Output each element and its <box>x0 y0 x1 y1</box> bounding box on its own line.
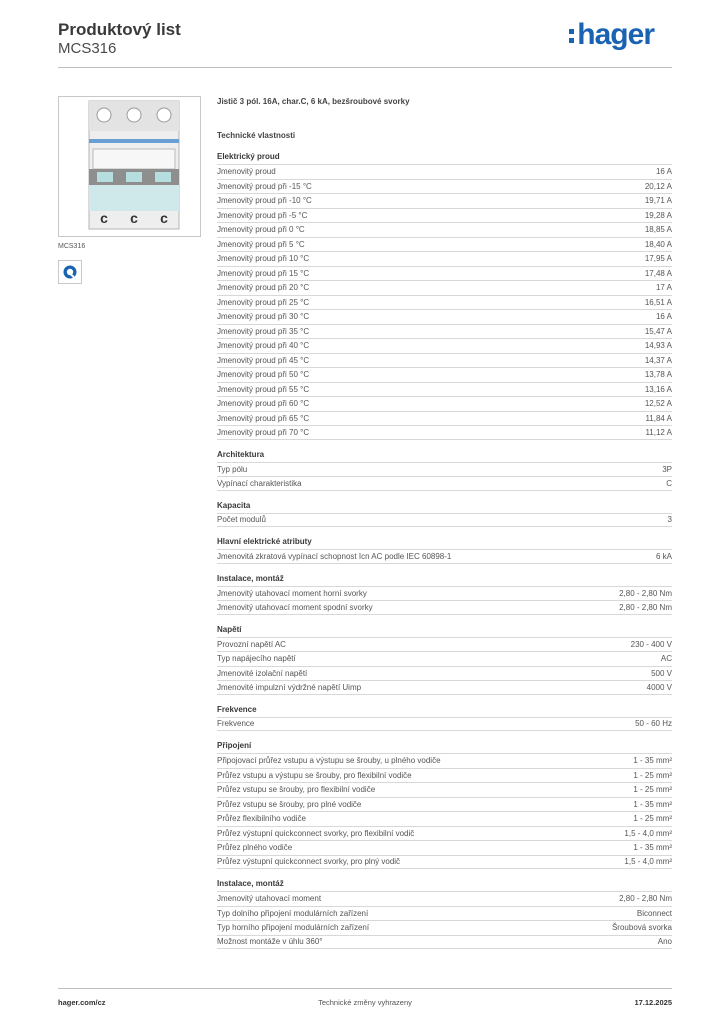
spec-label: Možnost montáže v úhlu 360° <box>217 937 323 947</box>
disclaimer-text: Technické změny vyhrazeny <box>318 998 412 1007</box>
header-divider <box>58 67 672 68</box>
spec-label: Jmenovitý proud při 30 °C <box>217 312 310 322</box>
spec-value: 6 kA <box>655 551 672 561</box>
spec-value: 11,84 A <box>645 413 672 423</box>
spec-value: 18,85 A <box>644 225 672 235</box>
logo-dots-icon <box>569 29 574 43</box>
spec-row <box>217 651 672 666</box>
spec-value: 1 - 25 mm² <box>633 770 672 780</box>
spec-label: Jmenovité impulzní výdržné napětí Uimp <box>217 682 362 692</box>
spec-label: Typ dolního připojení modulárních zařízení <box>217 908 369 918</box>
spec-value: 14,37 A <box>644 355 672 365</box>
spec-row <box>217 222 672 237</box>
spec-row <box>217 338 672 353</box>
spec-value: 16 A <box>655 167 672 177</box>
spec-row <box>217 476 672 491</box>
spec-row <box>217 666 672 681</box>
spec-value: 17,95 A <box>644 254 672 264</box>
spec-label: Jmenovitý proud <box>217 167 276 177</box>
spec-section <box>217 878 672 949</box>
section-title: Kapacita <box>217 500 251 510</box>
spec-value: 14,93 A <box>644 341 672 351</box>
spec-value: 1 - 25 mm² <box>633 814 672 824</box>
spec-row <box>217 324 672 339</box>
spec-value: 12,52 A <box>644 399 672 409</box>
section-title: Architektura <box>217 449 265 459</box>
spec-value: 1 - 35 mm² <box>633 843 672 853</box>
spec-row <box>217 462 672 477</box>
spec-label: Jmenovitý proud při 45 °C <box>217 355 310 365</box>
spec-row <box>217 600 672 615</box>
spec-value: 1,5 - 4,0 mm² <box>624 857 672 867</box>
spec-row <box>217 935 672 950</box>
spec-row <box>217 768 672 783</box>
spec-table <box>217 637 672 695</box>
spec-table <box>217 549 672 564</box>
technical-properties-title: Technické vlastnosti <box>217 131 296 140</box>
section-title: Elektrický proud <box>217 152 280 161</box>
spec-value: 19,71 A <box>644 196 672 206</box>
product-image <box>58 96 201 237</box>
spec-label: Průřez výstupní quickconnect svorky, pro plný vodič <box>217 857 401 867</box>
spec-label: Průřez výstupní quickconnect svorky, pro flexibilní vodič <box>217 828 415 838</box>
spec-value: 4000 V <box>646 682 672 692</box>
spec-label: Průřez plného vodiče <box>217 843 293 853</box>
spec-label: Jmenovitý utahovací moment spodní svorky <box>217 602 373 612</box>
website-link[interactable]: hager.com/cz <box>58 998 106 1007</box>
spec-value: 13,16 A <box>644 384 672 394</box>
spec-row <box>217 826 672 841</box>
spec-section <box>217 151 672 440</box>
spec-table <box>217 753 672 869</box>
product-image-panel <box>58 96 201 284</box>
spec-value: 11,12 A <box>645 427 672 437</box>
product-code: MCS316 <box>58 40 117 57</box>
spec-value: C <box>666 478 672 488</box>
spec-label: Připojovací průřez vstupu a výstupu se šrouby, u plného vodiče <box>217 756 441 766</box>
spec-row <box>217 382 672 397</box>
footer-divider <box>58 988 672 989</box>
spec-label: Jmenovitý proud při -10 °C <box>217 196 312 206</box>
spec-value: 3P <box>662 464 672 474</box>
section-title: Hlavní elektrické atributy <box>217 537 312 546</box>
spec-value: Šroubová svorka <box>611 923 672 933</box>
spec-value: 50 - 60 Hz <box>635 719 672 729</box>
page-title: Produktový list <box>58 20 181 39</box>
svg-text:c: c <box>100 210 108 226</box>
spec-row <box>217 906 672 921</box>
section-title: Připojení <box>217 741 252 750</box>
spec-label: Jmenovitý utahovací moment horní svorky <box>217 588 367 598</box>
spec-value: 16,51 A <box>644 297 672 307</box>
spec-label: Jmenovitý proud při 60 °C <box>217 399 310 409</box>
spec-label: Vypínací charakteristika <box>217 478 302 488</box>
spec-row <box>217 920 672 935</box>
section-title: Frekvence <box>217 704 257 714</box>
circuit-breaker-image <box>59 97 200 236</box>
spec-section <box>217 624 672 695</box>
spec-row <box>217 855 672 870</box>
spec-section <box>217 536 672 564</box>
spec-row <box>217 164 672 179</box>
svg-text:c: c <box>160 210 168 226</box>
spec-row <box>217 280 672 295</box>
svg-text:c: c <box>130 210 138 226</box>
spec-row <box>217 309 672 324</box>
spec-label: Počet modulů <box>217 515 266 525</box>
page-header <box>58 20 672 68</box>
spec-label: Průřez vstupu se šrouby, pro plné vodiče <box>217 799 362 809</box>
spec-label: Jmenovitý proud při -15 °C <box>217 181 312 191</box>
spec-row <box>217 753 672 768</box>
spec-label: Typ horního připojení modulárních zařízení <box>217 923 370 933</box>
spec-value: 18,40 A <box>644 239 672 249</box>
spec-value: 1 - 25 mm² <box>633 785 672 795</box>
spec-table <box>217 586 672 615</box>
spec-value: 1,5 - 4,0 mm² <box>624 828 672 838</box>
spec-table <box>217 164 672 440</box>
spec-row <box>217 811 672 826</box>
section-title: Instalace, montáž <box>217 879 284 888</box>
spec-label: Jmenovitý utahovací moment <box>217 894 322 904</box>
spec-label: Typ pólu <box>217 464 248 474</box>
spec-label: Jmenovitý proud při 70 °C <box>217 427 310 437</box>
certification-badge-icon <box>58 260 82 284</box>
spec-label: Průřez vstupu se šrouby, pro flexibilní vodiče <box>217 785 376 795</box>
spec-row <box>217 396 672 411</box>
spec-row <box>217 425 672 440</box>
spec-label: Průřez vstupu a výstupu se šrouby, pro flexibilní vodiče <box>217 770 412 780</box>
spec-row <box>217 367 672 382</box>
spec-row <box>217 193 672 208</box>
spec-label: Jmenovitý proud při 50 °C <box>217 370 310 380</box>
spec-label: Jmenovitý proud při 10 °C <box>217 254 310 264</box>
spec-label: Jmenovitý proud při 65 °C <box>217 413 310 423</box>
spec-label: Jmenovitý proud při 25 °C <box>217 297 310 307</box>
spec-section <box>217 449 672 491</box>
spec-value: Biconnect <box>636 908 672 918</box>
spec-label: Jmenovitý proud při -5 °C <box>217 210 308 220</box>
spec-row <box>217 295 672 310</box>
spec-label: Jmenovitý proud při 55 °C <box>217 384 310 394</box>
spec-row <box>217 513 672 528</box>
spec-sections <box>217 151 672 949</box>
spec-label: Jmenovitý proud při 0 °C <box>217 225 305 235</box>
spec-value: 2,80 - 2,80 Nm <box>619 602 672 612</box>
spec-value: 1 - 35 mm² <box>633 756 672 766</box>
spec-value: 3 <box>667 515 672 525</box>
spec-label: Jmenovitý proud při 5 °C <box>217 239 305 249</box>
spec-table <box>217 891 672 949</box>
spec-table <box>217 717 672 732</box>
spec-label: Průřez flexibilního vodiče <box>217 814 306 824</box>
spec-section <box>217 573 672 615</box>
spec-value: 2,80 - 2,80 Nm <box>619 588 672 598</box>
spec-row <box>217 266 672 281</box>
spec-table <box>217 462 672 491</box>
spec-value: Ano <box>657 937 672 947</box>
spec-row <box>217 840 672 855</box>
spec-value: 500 V <box>651 668 672 678</box>
section-title: Napětí <box>217 624 242 634</box>
spec-row <box>217 637 672 652</box>
product-description: Jistič 3 pól. 16A, char.C, 6 kA, bezšroubové svorky <box>217 97 410 106</box>
spec-value: 20,12 A <box>644 181 672 191</box>
spec-value: AC <box>660 654 672 664</box>
spec-row <box>217 586 672 601</box>
spec-row <box>217 179 672 194</box>
spec-label: Frekvence <box>217 719 255 729</box>
spec-value: 13,78 A <box>644 370 672 380</box>
spec-row <box>217 891 672 906</box>
spec-label: Jmenovitý proud při 15 °C <box>217 268 310 278</box>
document-date: 17.12.2025 <box>634 998 672 1007</box>
spec-value: 17 A <box>655 283 672 293</box>
spec-label: Jmenovité izolační napětí <box>217 668 308 678</box>
spec-section <box>217 740 672 869</box>
spec-label: Jmenovitá zkratová vypínací schopnost Icn AC podle IEC 60898-1 <box>217 551 452 561</box>
spec-row <box>217 251 672 266</box>
product-image-caption: MCS316 <box>58 243 86 250</box>
spec-value: 16 A <box>655 312 672 322</box>
spec-value: 19,28 A <box>644 210 672 220</box>
spec-table <box>217 513 672 528</box>
spec-row <box>217 411 672 426</box>
spec-row <box>217 782 672 797</box>
spec-label: Jmenovitý proud při 20 °C <box>217 283 310 293</box>
spec-row <box>217 208 672 223</box>
spec-row <box>217 680 672 695</box>
spec-value: 1 - 35 mm² <box>633 799 672 809</box>
spec-value: 15,47 A <box>644 326 672 336</box>
hager-logo <box>569 20 654 50</box>
spec-label: Provozní napětí AC <box>217 639 286 649</box>
spec-row <box>217 549 672 564</box>
specifications <box>217 96 672 949</box>
spec-row <box>217 237 672 252</box>
spec-label: Jmenovitý proud při 35 °C <box>217 326 310 336</box>
section-title: Instalace, montáž <box>217 573 284 583</box>
logo-text: hager <box>577 18 654 51</box>
spec-row <box>217 717 672 732</box>
spec-label: Typ napájecího napětí <box>217 654 296 664</box>
spec-value: 17,48 A <box>644 268 672 278</box>
spec-row <box>217 353 672 368</box>
spec-label: Jmenovitý proud při 40 °C <box>217 341 310 351</box>
spec-section <box>217 500 672 528</box>
spec-row <box>217 797 672 812</box>
spec-value: 230 - 400 V <box>630 639 672 649</box>
spec-section <box>217 704 672 732</box>
spec-value: 2,80 - 2,80 Nm <box>619 894 672 904</box>
